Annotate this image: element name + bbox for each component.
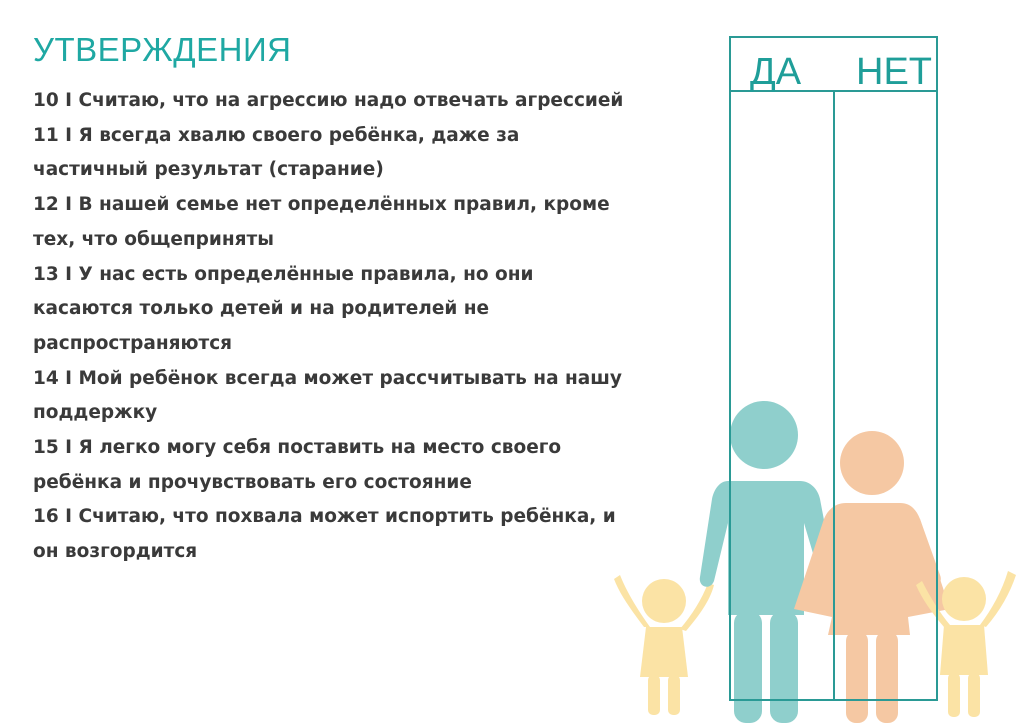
statement-item: 13 I У нас есть определённые правила, но они касаются только детей и на родителей не распространяются: [33, 263, 534, 354]
yes-column-label: ДА: [750, 51, 802, 93]
statement-list: [33, 84, 633, 570]
statement-item: 10 I Считаю, что на агрессию надо отвечать агрессией: [33, 90, 624, 111]
page-title: УТВЕРЖДЕНИЯ: [33, 31, 292, 68]
child-left-icon: [614, 575, 714, 715]
statement-item: 16 I Считаю, что похвала может испортить ребёнка, и он возгордится: [33, 506, 616, 563]
statement-item: 14 I Мой ребёнок всегда может рассчитывать на нашу поддержку: [33, 367, 622, 424]
statement-item: 15 I Я легко могу себя поставить на место своего ребёнка и прочувствовать его состояние: [33, 437, 562, 493]
answer-table-header-area: [730, 37, 937, 700]
statement-item: 11 I Я всегда хвалю своего ребёнка, даже за частичный результат (старание): [33, 124, 520, 181]
no-column-label: НЕТ: [856, 51, 932, 93]
statement-item: 12 I В нашей семье нет определённых правил, кроме тех, что общеприняты: [33, 194, 610, 250]
answer-table-header: [730, 37, 937, 91]
